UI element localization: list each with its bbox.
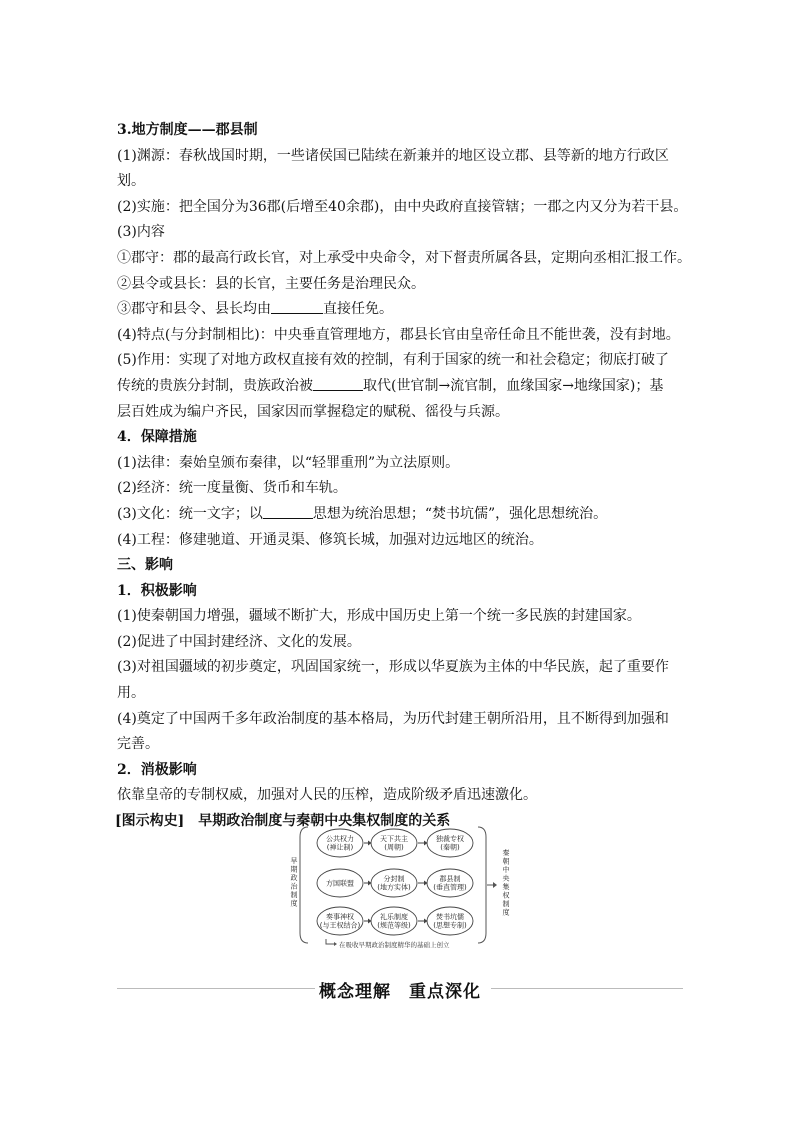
diagram-node: [317, 869, 363, 897]
diagram-node-label: 奏事神权: [326, 913, 354, 921]
subheading-negative: 2．消极影响: [117, 761, 197, 778]
figure-title: [图示构史] 早期政治制度与秦朝中央集权制度的关系: [115, 813, 451, 830]
appointment-text-b: 直接任免。: [323, 301, 393, 318]
vertical-label-char: 度: [502, 908, 510, 917]
diagram-node: [371, 907, 417, 935]
diagram-node: [427, 829, 473, 857]
positive-4-cont: 完善。: [117, 736, 159, 753]
fill-blank-bureaucracy: [313, 376, 363, 391]
culture-text-a: (3)文化：统一文字；以: [117, 505, 263, 522]
diagram-node-label: (规范等级): [377, 921, 411, 930]
paragraph-law: (1)法律：秦始皇颁布秦律，以“轻罪重刑”为立法原则。: [117, 454, 460, 471]
item-appointment: [117, 297, 687, 323]
paragraph-culture: [117, 502, 687, 528]
right-brace-arrowhead: [493, 882, 497, 888]
vertical-label-char: 度: [290, 899, 298, 908]
relationship-diagram: [290, 823, 520, 953]
negative-1: 依靠皇帝的专制权威，加强对人民的压榨，造成阶级矛盾迅速激化。: [117, 787, 537, 804]
vertical-label-char: 集: [502, 883, 510, 891]
paragraph-feature: (4)特点(与分封制相比)：中央垂直管理地方，郡县长官由皇帝任命且不能世袭，没有封地。: [117, 326, 680, 343]
document-body: [115, 118, 691, 835]
positive-2: (2)促进了中国封建经济、文化的发展。: [117, 633, 361, 650]
diagram-node-label: (思想专制): [433, 921, 467, 930]
left-brace: [300, 827, 308, 943]
diagram-node-label: (周朝): [384, 843, 404, 852]
diagram-caption: 在吸收早期政治制度精华的基础上创立: [339, 941, 450, 949]
relationship-diagram-svg: [290, 823, 520, 953]
right-vertical-label: [503, 848, 510, 917]
diagram-node-label: 分封制: [383, 875, 405, 883]
diagram-node: [317, 829, 363, 857]
diagram-node-label: (垂直管理): [433, 883, 467, 892]
effect-text-b: 取代(世官制→流官制，血缘国家→地缘国家)；基: [363, 377, 664, 394]
subheading-positive: 1．积极影响: [117, 582, 197, 599]
diagram-node-label: 独裁专权: [436, 835, 464, 843]
diagram-node-label: (禅让制): [326, 843, 354, 852]
vertical-label-char: 政: [290, 874, 298, 882]
right-brace: [478, 827, 486, 943]
diagram-node-label: 公共权力: [326, 835, 354, 843]
paragraph-engineering: (4)工程：修建驰道、开通灵渠、修筑长城，加强对边远地区的统治。: [117, 531, 543, 548]
vertical-label-char: 权: [502, 891, 510, 900]
fill-blank-emperor: [271, 299, 323, 314]
effect-text-a: 传统的贵族分封制，贵族政治被: [117, 377, 313, 394]
vertical-label-char: 期: [290, 865, 298, 874]
paragraph-effect: (5)作用：实现了对地方政权直接有效的控制，有利于国家的统一和社会稳定；彻底打破了: [117, 352, 669, 369]
vertical-label-char: 秦: [502, 849, 510, 857]
vertical-label-char: 制: [290, 891, 298, 899]
caption-arrowhead: [334, 942, 337, 946]
diagram-node-label: 焚书坑儒: [436, 913, 464, 921]
positive-3: (3)对祖国疆域的初步奠定，巩固国家统一，形成以华夏族为主体的中华民族，起了重要作: [117, 659, 669, 676]
caption-arrow: [326, 939, 334, 944]
paragraph-origin: (1)渊源：春秋战国时期，一些诸侯国已陆续在新兼并的地区设立郡、县等新的地方行政区: [117, 147, 669, 164]
diagram-node: [427, 869, 473, 897]
diagram-node: [427, 907, 473, 935]
diagram-node: [317, 907, 363, 935]
culture-text-b: 思想为统治思想；“焚书坑儒”，强化思想统治。: [312, 505, 608, 522]
vertical-label-char: 早: [290, 857, 298, 865]
vertical-label-char: 治: [290, 882, 298, 891]
vertical-label-char: 中: [502, 866, 510, 874]
diagram-node-label: 方国联盟: [326, 879, 354, 888]
section-heading-local-system: 3.地方制度——郡县制: [117, 122, 258, 138]
section-heading-impact: 三、影响: [117, 557, 173, 574]
section-heading-measures: 4．保障措施: [117, 429, 197, 446]
diagram-nodes: [317, 829, 473, 935]
positive-3-cont: 用。: [117, 685, 145, 702]
positive-1: (1)使秦朝国力增强，疆域不断扩大，形成中国历史上第一个统一多民族的封建国家。: [117, 608, 641, 625]
vertical-label-char: 朝: [502, 857, 510, 866]
diagram-node-label: 礼乐制度: [380, 913, 408, 921]
paragraph-origin-cont: 划。: [117, 173, 145, 190]
fill-blank-legalism: [263, 504, 313, 519]
item-xian-ling: ②县令或县长：县的长官，主要任务是治理民众。: [117, 275, 425, 292]
section-title-concept: 概念理解 重点深化: [319, 982, 481, 1002]
diagram-node: [371, 829, 417, 857]
paragraph-content: (3)内容: [117, 224, 165, 241]
item-jun-shou: ①郡守：郡的最高行政长官，对上承受中央命令，对下督责所属各县，定期向丞相汇报工作。: [117, 249, 691, 266]
diagram-node-label: 郡县制: [439, 875, 461, 883]
appointment-text-a: ③郡守和县令、县长均由: [117, 301, 271, 318]
diagram-node-label: (地方实体): [377, 883, 411, 892]
paragraph-effect-line2: [117, 374, 687, 400]
diagram-node-label: (秦朝): [440, 843, 460, 852]
vertical-label-char: 制: [502, 900, 510, 908]
diagram-node-label: (与王权结合): [319, 921, 361, 930]
vertical-label-char: 央: [502, 874, 510, 883]
positive-4: (4)奠定了中国两千多年政治制度的基本格局，为历代封建王朝所沿用，且不断得到加强和: [117, 710, 669, 727]
paragraph-effect-line3: 层百姓成为编户齐民，国家因而掌握稳定的赋税、徭役与兵源。: [117, 403, 509, 420]
paragraph-economy: (2)经济：统一度量衡、货币和车轨。: [117, 480, 347, 497]
diagram-node-label: 天下共主: [380, 835, 408, 843]
left-vertical-label: [291, 857, 299, 908]
paragraph-implementation: (2)实施：把全国分为36郡(后增至40余郡)，由中央政府直接管辖；一郡之内又分为若干县。: [117, 198, 688, 215]
diagram-node: [371, 869, 417, 897]
